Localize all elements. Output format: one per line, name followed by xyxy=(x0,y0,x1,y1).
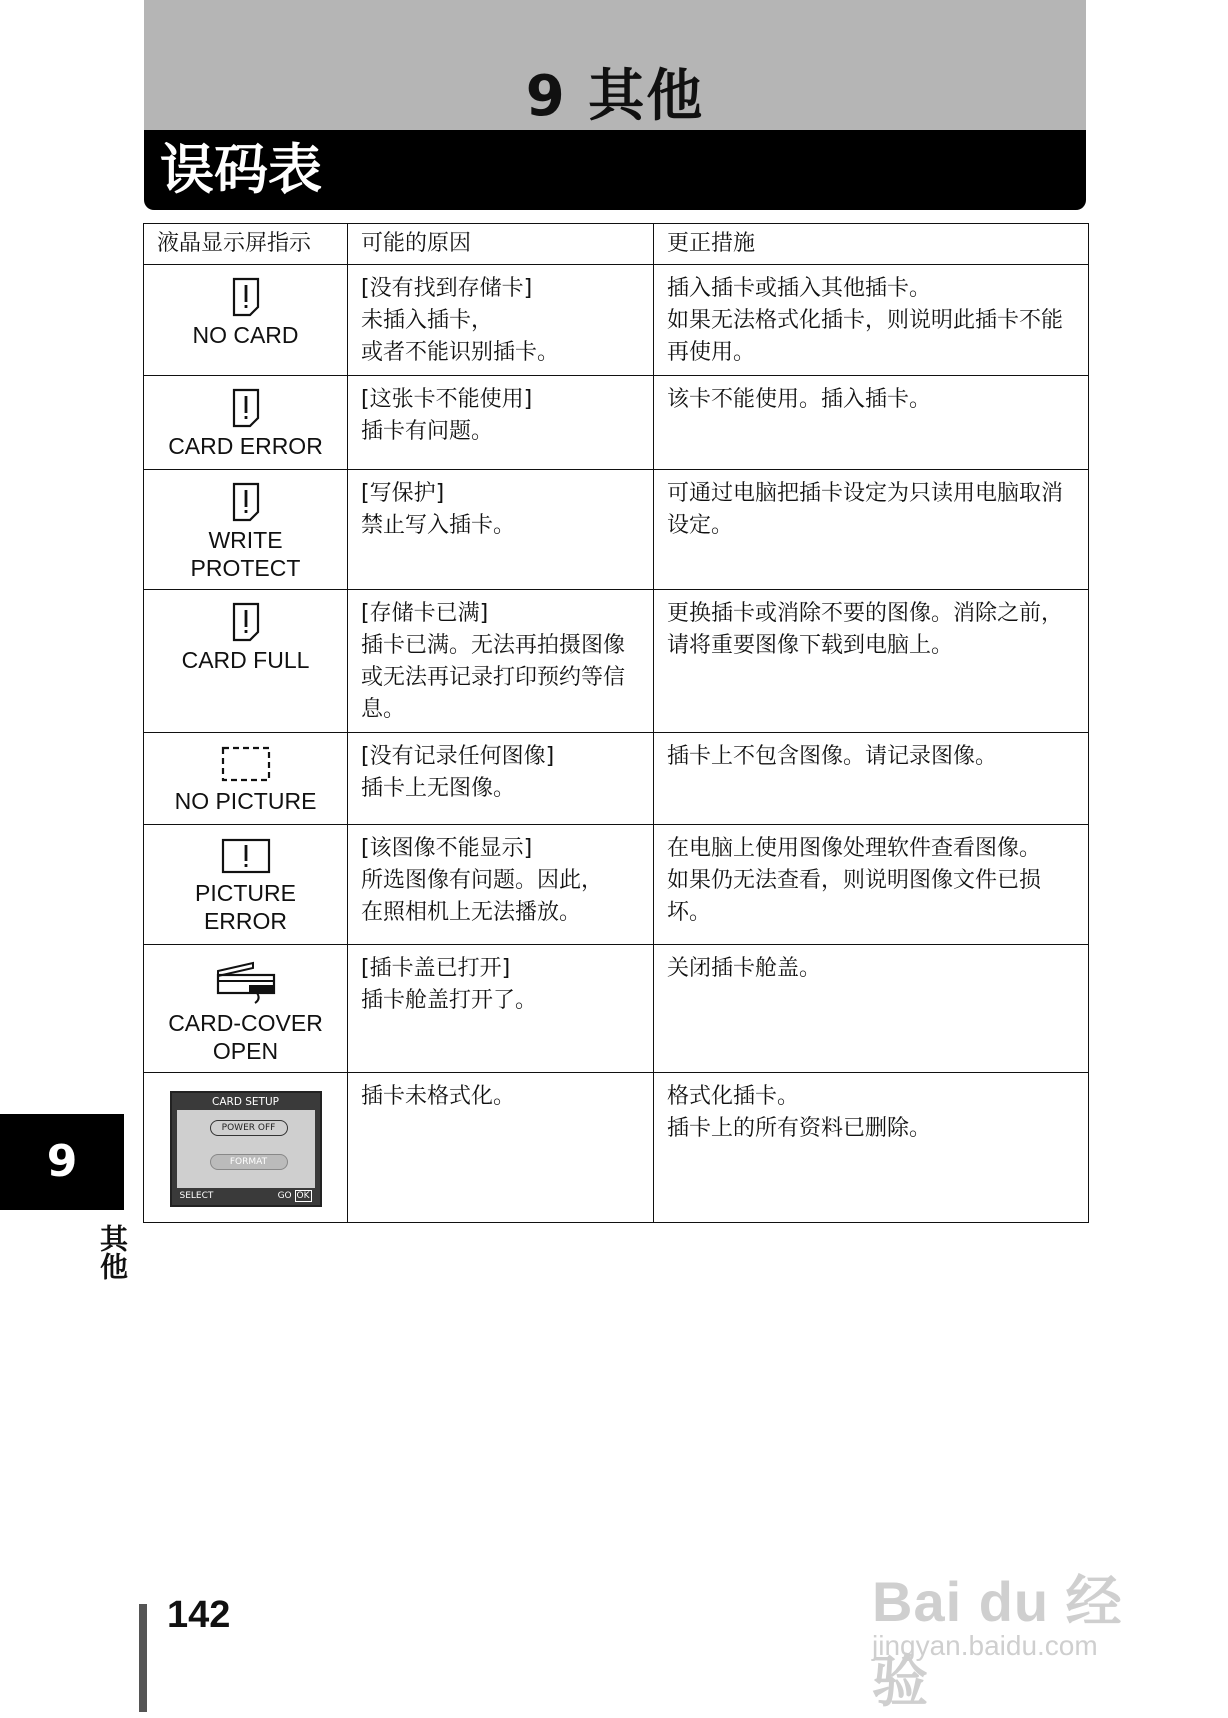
indicator-cell xyxy=(144,733,348,825)
indicator-cell xyxy=(144,470,348,590)
ok-label: OK xyxy=(296,1191,310,1201)
page-number-bar xyxy=(139,1604,147,1712)
table-row xyxy=(144,945,1089,1073)
header-indicator: 液晶显示屏指示 xyxy=(144,224,348,265)
header-cause: 可能的原因 xyxy=(348,224,654,265)
page-number: 142 xyxy=(167,1594,231,1636)
table-row xyxy=(144,470,1089,590)
remedy-cell xyxy=(654,733,1089,825)
remedy-line: 该卡不能使用。插入插卡。 xyxy=(667,387,932,412)
indicator-label: CARD ERROR xyxy=(168,433,323,459)
indicator-cell xyxy=(144,265,348,376)
cause-line: 插卡舱盖打开了。 xyxy=(361,988,538,1013)
table-row xyxy=(144,376,1089,470)
chapter-tab: 9 xyxy=(0,1114,124,1210)
cause-line: 在照相机上无法播放。 xyxy=(361,900,582,925)
card-setup-footer xyxy=(177,1189,315,1203)
remedy-cell xyxy=(654,590,1089,733)
cause-cell xyxy=(348,376,654,470)
watermark xyxy=(872,1530,1172,1713)
indicator-label: WRITE xyxy=(208,527,283,553)
indicator-label: NO PICTURE xyxy=(174,788,317,814)
remedy-line: 插卡上不包含图像。请记录图像。 xyxy=(667,744,998,769)
indicator-cell xyxy=(144,825,348,945)
indicator-label: CARD FULL xyxy=(181,647,310,673)
cause-line: 插卡有问题。 xyxy=(361,419,494,444)
remedy-line: 在电脑上使用图像处理软件查看图像。 xyxy=(667,836,1042,861)
go-hint xyxy=(278,1189,312,1203)
cause-line: [没有找到存储卡] xyxy=(361,276,533,301)
remedy-cell xyxy=(654,945,1089,1073)
cause-line: [这张卡不能使用] xyxy=(361,387,533,412)
cause-line: 插卡未格式化。 xyxy=(361,1084,516,1109)
remedy-line: 关闭插卡舱盖。 xyxy=(667,956,822,981)
cause-cell xyxy=(348,590,654,733)
select-hint: SELECT xyxy=(179,1191,214,1201)
card-setup-screen xyxy=(170,1091,322,1207)
chapter-title: 9 其他 xyxy=(525,64,705,129)
cause-cell xyxy=(348,470,654,590)
header-remedy: 更正措施 xyxy=(654,224,1089,265)
table-row xyxy=(144,825,1089,945)
chapter-tab-label: 其他 xyxy=(96,1224,129,1280)
cause-line: [插卡盖已打开] xyxy=(361,956,511,981)
picture-warning-icon xyxy=(220,837,272,875)
dashed-frame-icon xyxy=(220,745,272,783)
cause-cell xyxy=(348,733,654,825)
table-row xyxy=(144,265,1089,376)
table-row xyxy=(144,733,1089,825)
card-setup-panel xyxy=(177,1110,315,1188)
cause-line: [该图像不能显示] xyxy=(361,836,533,861)
watermark-logo: Bai du 经验 xyxy=(872,1570,1123,1713)
cause-cell xyxy=(348,945,654,1073)
card-warning-icon xyxy=(231,388,261,428)
indicator-cell xyxy=(144,945,348,1073)
card-warning-icon xyxy=(231,482,261,522)
format-option: FORMAT xyxy=(210,1154,288,1170)
remedy-line: 插入插卡或插入其他插卡。 xyxy=(667,276,932,301)
indicator-cell xyxy=(144,1073,348,1223)
indicator-label: PICTURE xyxy=(195,880,296,906)
cause-line: 插卡已满。无法再拍摄图像或无法再记录打印预约等信息。 xyxy=(361,633,626,722)
cause-cell xyxy=(348,265,654,376)
cause-cell xyxy=(348,1073,654,1223)
cause-line: 禁止写入插卡。 xyxy=(361,513,516,538)
remedy-line: 可通过电脑把插卡设定为只读用电脑取消设定。 xyxy=(667,481,1064,538)
go-label: GO xyxy=(277,1191,292,1201)
remedy-cell xyxy=(654,376,1089,470)
section-title: 误码表 xyxy=(160,138,322,201)
cause-line: [写保护] xyxy=(361,481,445,506)
indicator-label: OPEN xyxy=(212,1038,279,1064)
indicator-cell xyxy=(144,590,348,733)
remedy-line: 插卡上的所有资料已删除。 xyxy=(667,1116,932,1141)
table-row xyxy=(144,1073,1089,1223)
power-off-option: POWER OFF xyxy=(210,1120,288,1136)
remedy-line: 如果无法格式化插卡，则说明此插卡不能再使用。 xyxy=(667,308,1064,365)
remedy-cell xyxy=(654,470,1089,590)
table-header-row xyxy=(144,224,1089,265)
indicator-label: NO CARD xyxy=(192,322,299,348)
cause-line: [没有记录任何图像] xyxy=(361,744,555,769)
remedy-line: 更换插卡或消除不要的图像。消除之前，请将重要图像下载到电脑上。 xyxy=(667,601,1064,658)
error-code-table xyxy=(143,223,1089,1223)
indicator-cell xyxy=(144,376,348,470)
card-warning-icon xyxy=(231,277,261,317)
table-row xyxy=(144,590,1089,733)
card-setup-title: CARD SETUP xyxy=(212,1096,279,1108)
indicator-label: ERROR xyxy=(203,908,288,934)
indicator-label: PROTECT xyxy=(190,555,301,581)
remedy-cell xyxy=(654,1073,1089,1223)
remedy-cell xyxy=(654,265,1089,376)
cause-line: 或者不能识别插卡。 xyxy=(361,340,560,365)
remedy-cell xyxy=(654,825,1089,945)
cause-line: 未插入插卡， xyxy=(361,308,494,333)
card-cover-open-icon xyxy=(213,957,279,1005)
cause-line: [存储卡已满] xyxy=(361,601,489,626)
card-warning-icon xyxy=(231,602,261,642)
remedy-line: 如果仍无法查看，则说明图像文件已损坏。 xyxy=(667,868,1042,925)
indicator-label: CARD-COVER xyxy=(168,1010,323,1036)
cause-line: 插卡上无图像。 xyxy=(361,776,516,801)
cause-cell xyxy=(348,825,654,945)
remedy-line: 格式化插卡。 xyxy=(667,1084,800,1109)
cause-line: 所选图像有问题。因此， xyxy=(361,868,604,893)
watermark-url: jingyan.baidu.com xyxy=(872,1630,1098,1661)
